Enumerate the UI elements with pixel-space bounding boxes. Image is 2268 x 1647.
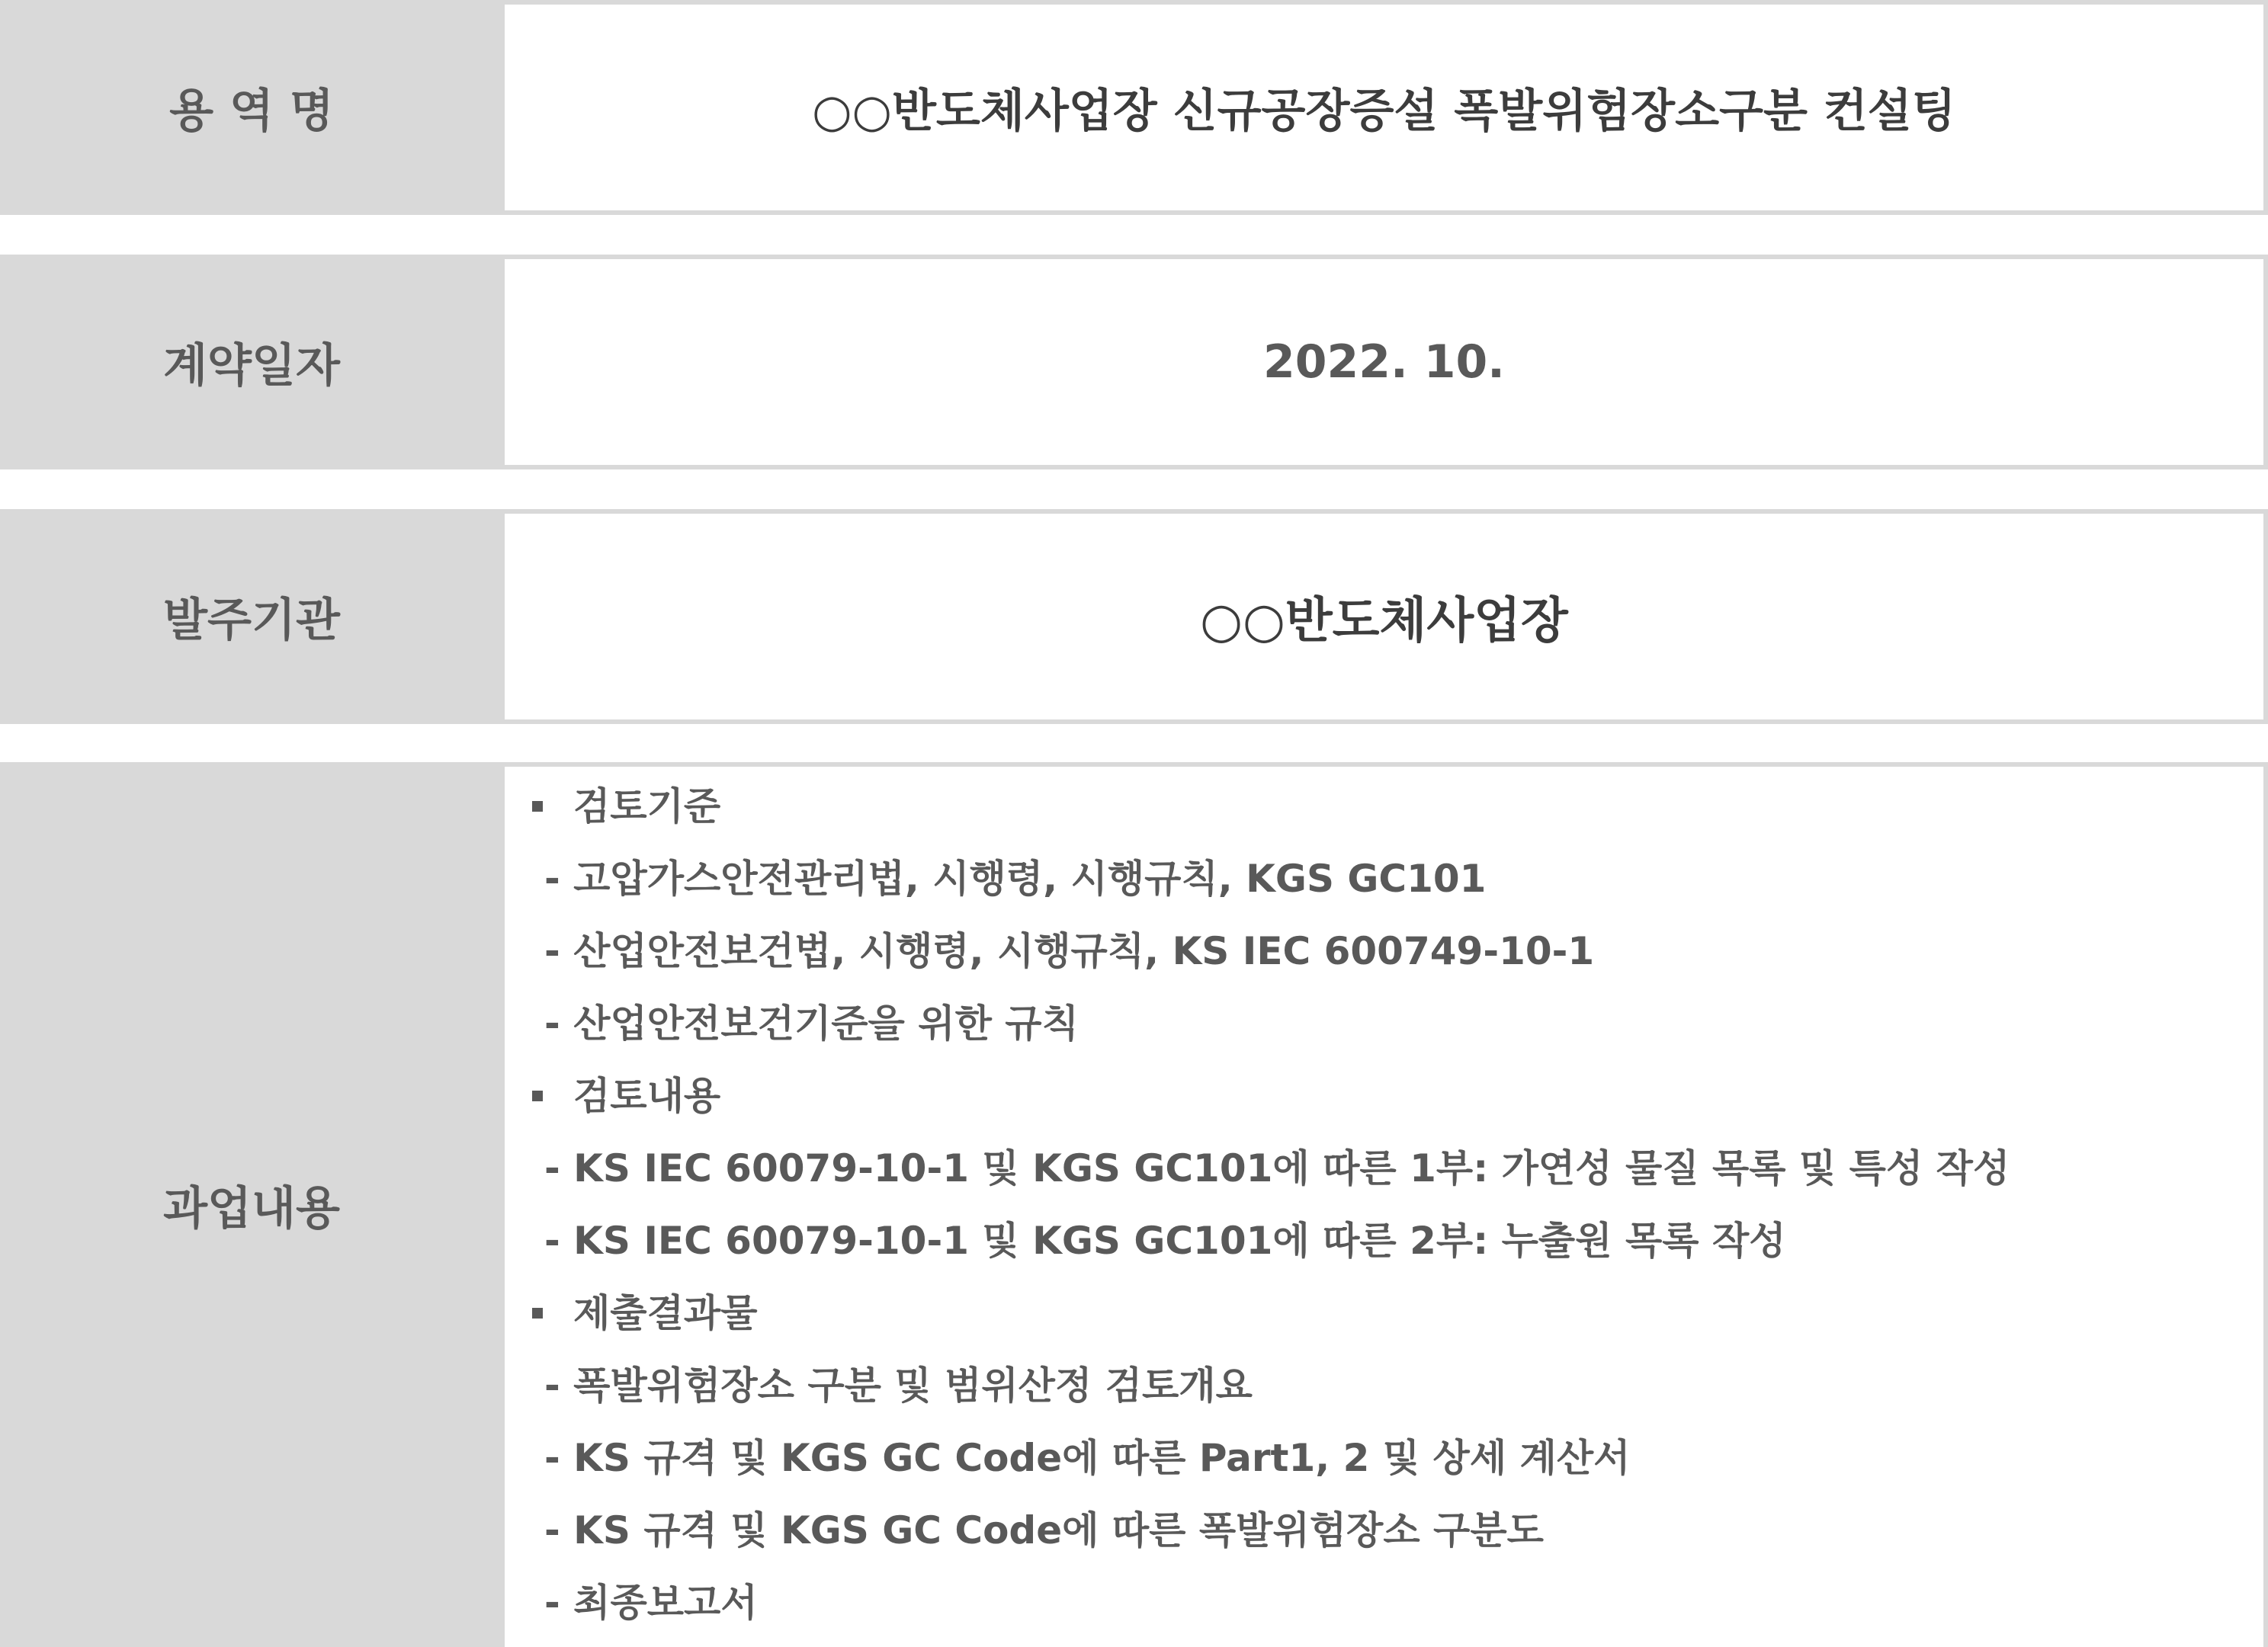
- project-name-label: 용 역 명: [169, 85, 334, 138]
- scope-line-text: - 산업안전보건기준을 위한 규칙: [544, 1001, 1079, 1046]
- client-row: [0, 509, 2268, 724]
- scope-line-text: - KS 규격 및 KGS GC Code에 따른 Part1, 2 및 상세 계산서: [544, 1436, 1631, 1480]
- scope-heading: [528, 774, 2248, 847]
- scope-heading: [528, 1281, 2248, 1354]
- square-bullet-icon: [532, 801, 543, 812]
- scope-list-item: [528, 1571, 2248, 1643]
- contract-date-value: 2022. 10.: [505, 259, 2263, 465]
- scope-line-text: 검토내용: [573, 1074, 721, 1118]
- client-label: 발주기관: [163, 594, 340, 647]
- square-bullet-icon: [532, 1308, 543, 1319]
- scope-list-item: [528, 1209, 2248, 1281]
- contract-date-row: [0, 255, 2268, 469]
- square-bullet-icon: [532, 1091, 543, 1101]
- scope-list-item: [528, 1136, 2248, 1209]
- scope-value: [505, 767, 2263, 1647]
- scope-line-text: 제출결과물: [573, 1291, 758, 1335]
- scope-label: 과업내용: [163, 1181, 340, 1235]
- scope-row: [0, 762, 2268, 1647]
- scope-list-item: [528, 1498, 2248, 1571]
- scope-list-item: [528, 1426, 2248, 1498]
- scope-line-text: 검토기준: [573, 784, 721, 828]
- scope-list-item: [528, 847, 2248, 919]
- scope-line-text: - 고압가스안전관리법, 시행령, 시행규칙, KGS GC101: [544, 857, 1487, 901]
- scope-list-item: [528, 1354, 2248, 1426]
- contract-date-label: 계약일자: [163, 339, 340, 393]
- scope-list-item: [528, 992, 2248, 1064]
- scope-list: [528, 774, 2248, 1643]
- scope-line-text: - 최종보고서: [544, 1581, 758, 1625]
- scope-line-text: - KS IEC 60079-10-1 및 KGS GC101에 따른 2부: 누출원 목록 작성: [544, 1219, 1786, 1263]
- client-value: ○○반도체사업장: [505, 514, 2263, 719]
- project-name-row: [0, 0, 2268, 215]
- scope-list-item: [528, 919, 2248, 992]
- scope-line-text: - KS 규격 및 KGS GC Code에 따른 폭발위험장소 구분도: [544, 1508, 1544, 1552]
- scope-heading: [528, 1064, 2248, 1136]
- scope-line-text: - 산업안전보건법, 시행령, 시행규칙, KS IEC 600749-10-1: [544, 929, 1595, 973]
- project-name-value: ○○반도체사업장 신규공장증설 폭발위험장소구분 컨설팅: [505, 5, 2263, 210]
- scope-line-text: - KS IEC 60079-10-1 및 KGS GC101에 따른 1부: 가연성 물질 목록 및 특성 작성: [544, 1146, 2010, 1190]
- scope-line-text: - 폭발위험장소 구분 및 범위산정 검토개요: [544, 1363, 1253, 1408]
